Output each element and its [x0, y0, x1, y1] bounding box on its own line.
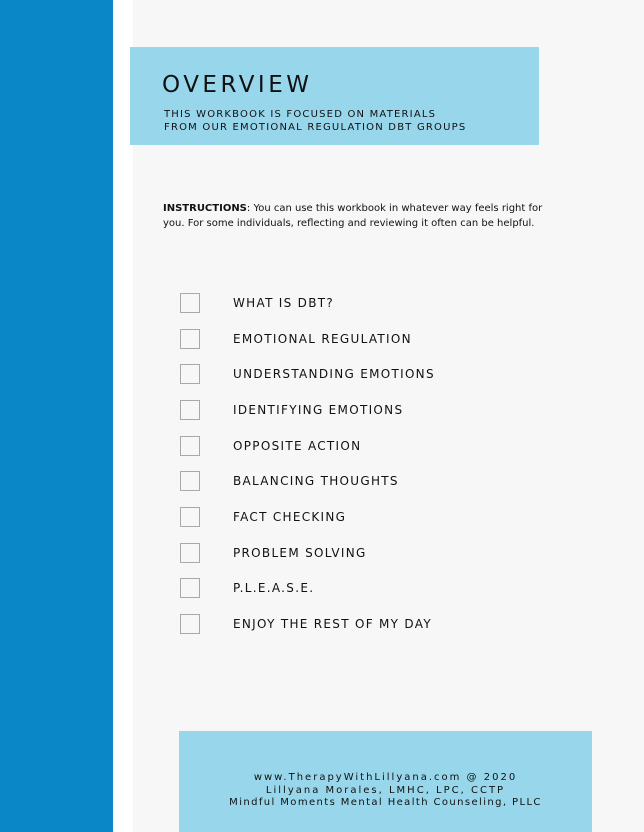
checklist-item-label: WHAT IS DBT? — [233, 295, 335, 310]
checklist-item — [180, 321, 435, 357]
checklist-item — [180, 356, 435, 392]
checklist-item-label: BALANCING THOUGHTS — [233, 474, 399, 489]
instructions-label: INSTRUCTIONS — [163, 203, 247, 214]
header-box — [130, 47, 539, 145]
checklist-item — [180, 428, 435, 464]
checklist-item — [180, 606, 435, 642]
checkbox[interactable] — [180, 507, 200, 527]
sidebar-stripe — [0, 0, 113, 832]
checkbox[interactable] — [180, 400, 200, 420]
checklist-item-label: PROBLEM SOLVING — [233, 545, 367, 560]
checkbox[interactable] — [180, 614, 200, 634]
instructions-text: : You can use this workbook in whatever way feels right for you. For some individuals, reflecting and reviewing it often can be helpful. — [163, 203, 543, 229]
checklist-item — [180, 392, 435, 428]
checklist-item-label: EMOTIONAL REGULATION — [233, 331, 412, 346]
checklist-item — [180, 463, 435, 499]
footer-website: www.TherapyWithLillyana.com @ 2020 — [253, 772, 518, 783]
footer-author: Lillyana Morales, LMHC, LPC, CCTP — [265, 784, 506, 796]
checklist-item — [180, 535, 435, 571]
checklist-item — [180, 499, 435, 535]
checkbox[interactable] — [180, 471, 200, 491]
topic-checklist — [180, 285, 435, 642]
checklist-item-label: P.L.E.A.S.E. — [233, 581, 315, 596]
checkbox[interactable] — [180, 293, 200, 313]
footer-credits — [179, 772, 592, 810]
checklist-item — [180, 571, 435, 607]
subtitle-line-2: FROM OUR EMOTIONAL REGULATION DBT GROUPS — [164, 122, 467, 133]
checkbox[interactable] — [180, 329, 200, 349]
page-title: OVERVIEW — [162, 72, 313, 98]
instructions-paragraph — [163, 201, 563, 231]
footer-practice: Mindful Moments Mental Health Counseling, PLLC — [229, 797, 542, 808]
subtitle-line-1: THIS WORKBOOK IS FOCUSED ON MATERIALS — [164, 109, 437, 120]
checkbox[interactable] — [180, 364, 200, 384]
checkbox[interactable] — [180, 543, 200, 563]
footer-box — [179, 731, 592, 832]
checklist-item-label: FACT CHECKING — [233, 509, 347, 524]
page-subtitle — [164, 108, 466, 134]
checklist-item — [180, 285, 435, 321]
checklist-item-label: UNDERSTANDING EMOTIONS — [233, 367, 435, 382]
checkbox[interactable] — [180, 578, 200, 598]
checkbox[interactable] — [180, 436, 200, 456]
checklist-item-label: IDENTIFYING EMOTIONS — [233, 402, 404, 417]
checklist-item-label: ENJOY THE REST OF MY DAY — [233, 617, 432, 632]
checklist-item-label: OPPOSITE ACTION — [233, 438, 362, 453]
